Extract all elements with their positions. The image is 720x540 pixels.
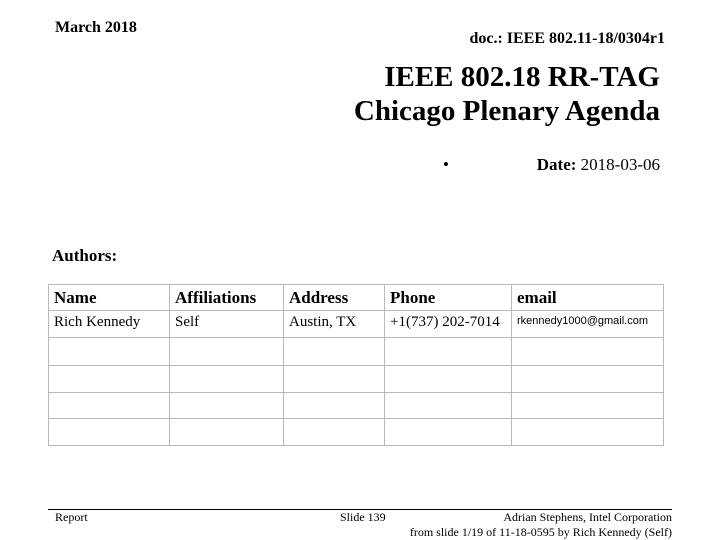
empty-cell xyxy=(170,366,284,393)
empty-cell xyxy=(512,366,664,393)
date-value: 2018-03-06 xyxy=(580,155,660,174)
empty-cell xyxy=(512,393,664,419)
empty-cell xyxy=(284,366,385,393)
empty-cell xyxy=(49,419,170,446)
column-header-address: Address xyxy=(284,285,385,311)
empty-cell xyxy=(49,338,170,366)
empty-cell xyxy=(284,419,385,446)
table-row xyxy=(49,393,664,419)
footer-author-line-2: from slide 1/19 of 11-18-0595 by Rich Kennedy (Self) xyxy=(409,525,672,539)
author-name-cell: Rich Kennedy xyxy=(49,311,170,338)
author-email-cell: rkennedy1000@gmail.com xyxy=(512,311,664,338)
table-header-row xyxy=(49,285,664,311)
empty-cell xyxy=(385,419,512,446)
empty-cell xyxy=(49,366,170,393)
empty-cell xyxy=(512,419,664,446)
table-row xyxy=(49,311,664,338)
slide-number: Slide 139 xyxy=(340,510,386,524)
empty-cell xyxy=(385,393,512,419)
empty-cell xyxy=(284,393,385,419)
date-line xyxy=(537,155,660,175)
empty-cell xyxy=(170,393,284,419)
empty-cell xyxy=(49,393,170,419)
bullet-icon: • xyxy=(443,155,449,174)
author-affiliation-cell: Self xyxy=(170,311,284,338)
authors-label: Authors: xyxy=(52,246,118,265)
date-label: Date: xyxy=(536,155,577,174)
author-address-cell: Austin, TX xyxy=(284,311,385,338)
footer-report-label: Report xyxy=(55,510,88,524)
slide-title xyxy=(140,60,660,128)
column-header-name: Name xyxy=(49,285,170,311)
column-header-phone: Phone xyxy=(385,285,512,311)
empty-cell xyxy=(385,366,512,393)
column-header-affiliations: Affiliations xyxy=(170,285,284,311)
footer-author xyxy=(410,510,672,540)
empty-cell xyxy=(170,338,284,366)
empty-cell xyxy=(512,338,664,366)
header-date: March 2018 xyxy=(55,19,137,36)
empty-cell xyxy=(385,338,512,366)
author-phone-cell: +1(737) 202-7014 xyxy=(385,311,512,338)
authors-table xyxy=(48,284,664,446)
document-id: doc.: IEEE 802.11-18/0304r1 xyxy=(469,30,665,47)
slide-title-line-2: Chicago Plenary Agenda xyxy=(353,95,660,127)
empty-cell xyxy=(170,419,284,446)
table-row xyxy=(49,338,664,366)
table-row xyxy=(49,366,664,393)
empty-cell xyxy=(284,338,385,366)
table-row xyxy=(49,419,664,446)
slide-title-line-1: IEEE 802.18 RR-TAG xyxy=(384,61,660,93)
footer-author-line-1: Adrian Stephens, Intel Corporation xyxy=(503,510,672,524)
column-header-email: email xyxy=(512,285,664,311)
